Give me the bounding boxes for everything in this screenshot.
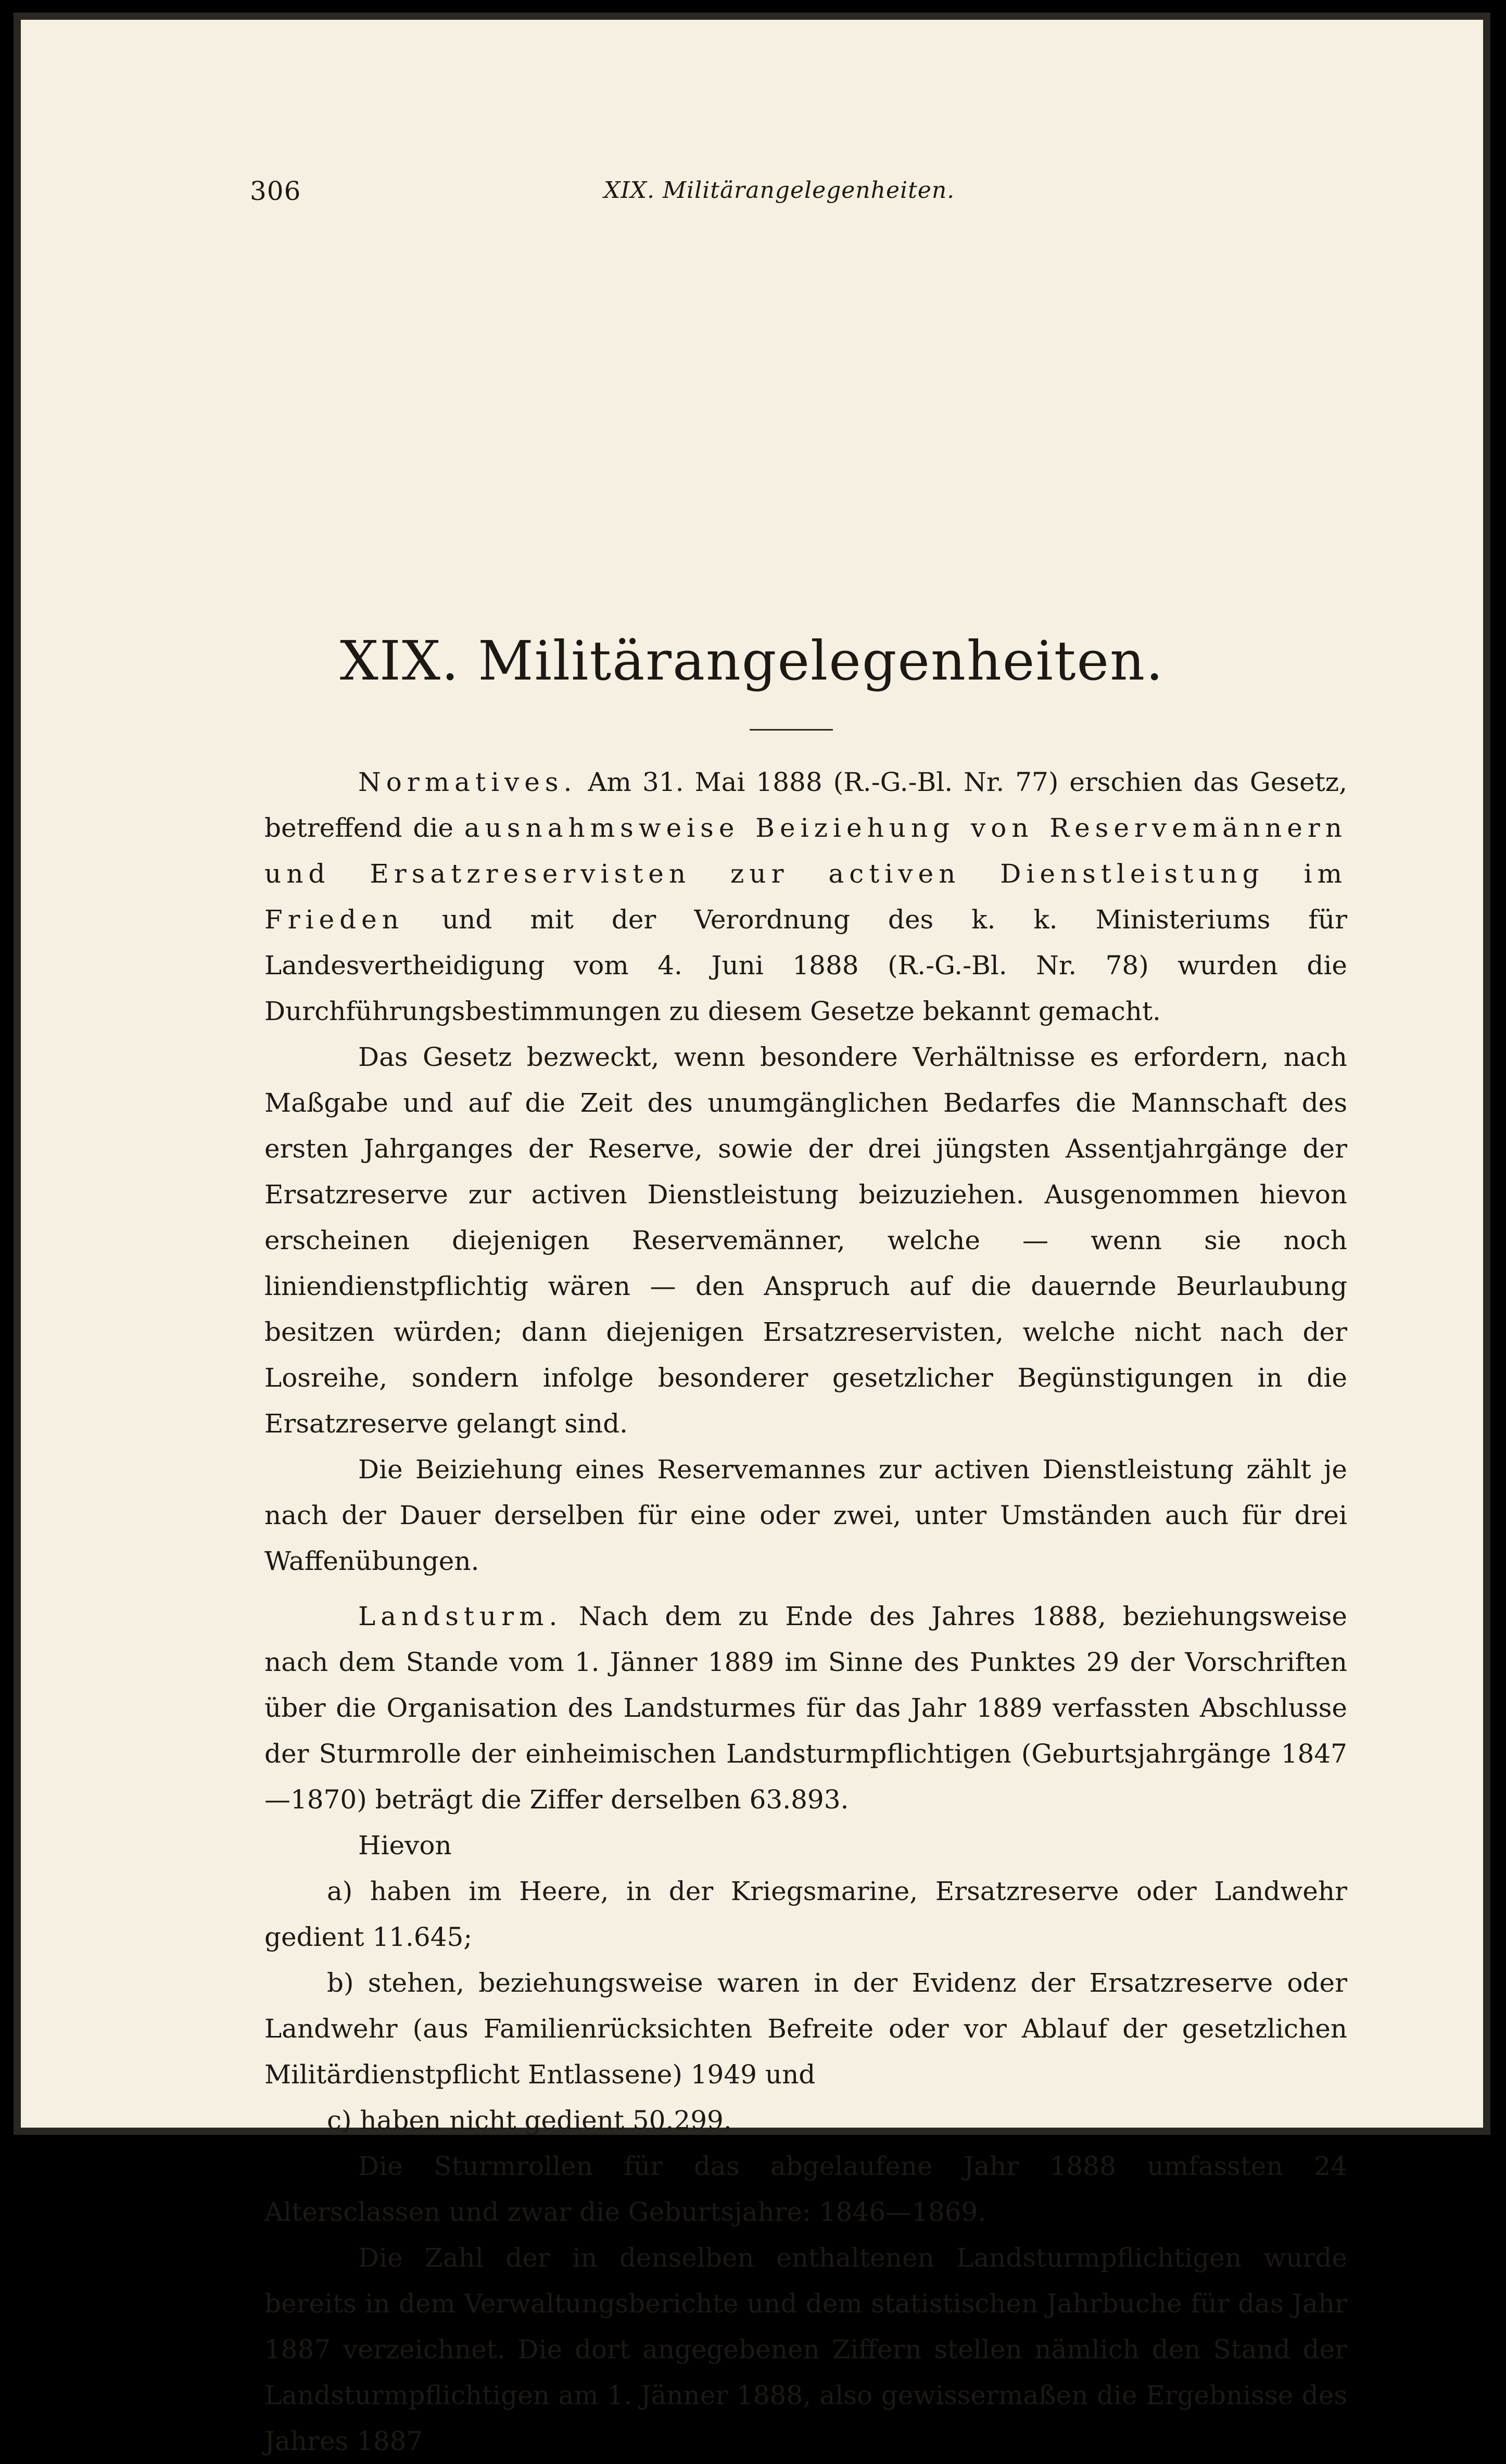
- paragraph: Die Beiziehung eines Reservemannes zur activen Dienstleistung zählt je nach der Dauer derselben für eine oder zwei, unter Umständen auch für drei Waffenübungen.: [264, 1454, 1347, 1576]
- paragraph-normatives: [264, 759, 1347, 1034]
- title-divider: [750, 729, 833, 731]
- paragraph: Hievon: [358, 1830, 452, 1860]
- section-lead: Landsturm.: [358, 1601, 563, 1631]
- paragraph: Die Sturmrollen für das abgelaufene Jahr 1888 umfassten 24 Altersclassen und zwar die Geburtsjahre: 1846—1869.: [264, 2151, 1347, 2227]
- paragraph-text: Am 31. Mai 1888 (R.-G.-Bl. Nr. 77) erschien das Gesetz, betreffend die: [264, 767, 1347, 843]
- paragraph: Die Zahl der in denselben enthaltenen Landsturmpflichtigen wurde bereits in dem Verwaltungsberichte und dem statistischen Jahrbuche für das Jahr 1887 verzeichnet. Die dort angegebenen Ziffern stellen nämlich den Stand der Landsturmpflichtigen am 1. Jänner 1888, also gewissermaßen die Ergebnisse des Jahres 1887: [264, 2243, 1347, 2456]
- list-item: a) haben im Heere, in der Kriegsmarine, Ersatzreserve oder Landwehr gedient 11.645;: [264, 1876, 1347, 1952]
- emphasized-text: ausnahmsweise Beiziehung von Reservemännern und Ersatzreservisten zur activen Dienstleistung im Frieden: [264, 813, 1347, 935]
- running-title: XIX. Militärangelegenheiten.: [604, 177, 955, 204]
- paragraph-landsturm: [264, 1593, 1347, 1822]
- page-header: [250, 176, 1239, 218]
- paragraph-text: und mit der Verordnung des k. k. Ministeriums für Landesvertheidigung vom 4. Juni 1888 (R.-G.-Bl. Nr. 78) wurden die Durchführungsbestimmungen zu diesem Gesetze bekannt gemacht.: [264, 904, 1347, 1026]
- section-lead: Normatives.: [358, 767, 577, 797]
- list-item: c) haben nicht gedient 50.299.: [327, 2105, 732, 2135]
- paragraph: Das Gesetz bezweckt, wenn besondere Verhältnisse es erfordern, nach Maßgabe und auf die Zeit des unumgänglichen Bedarfes die Mannschaft des ersten Jahrganges der Reserve, sowie der drei jüngsten Assentjahrgänge der Ersatzreserve zur activen Dienstleistung beizuziehen. Ausgenommen hievon erscheinen diejenigen Reservemänner, welche — wenn sie noch liniendienstpflichtig wären — den Anspruch auf die dauernde Beurlaubung besitzen würden; dann diejenigen Ersatzreservisten, welche nicht nach der Losreihe, sondern infolge besonderer gesetzlicher Begünstigungen in die Ersatzreserve gelangt sind.: [264, 1042, 1347, 1439]
- paragraph-text: Nach dem zu Ende des Jahres 1888, beziehungsweise nach dem Stande vom 1. Jänner 1889 im Sinne des Punktes 29 der Vorschriften über die Organisation des Landsturmes für das Jahr 1889 verfassten Abschlusse der Sturmrolle der einheimischen Landsturmpflichtigen (Geburtsjahrgänge 1847—1870) beträgt die Ziffer derselben 63.893.: [264, 1601, 1347, 1815]
- page: [14, 12, 1490, 2456]
- list-item: b) stehen, beziehungsweise waren in der Evidenz der Ersatzreserve oder Landwehr (aus Familienrücksichten Befreite oder vor Ablauf der gesetzlichen Militärdienstpflicht Entlassene) 1949 und: [264, 1968, 1347, 2090]
- page-number: 306: [250, 176, 301, 206]
- body-text: [264, 759, 1347, 2464]
- chapter-title: XIX. Militärangelegenheiten.: [339, 629, 1165, 693]
